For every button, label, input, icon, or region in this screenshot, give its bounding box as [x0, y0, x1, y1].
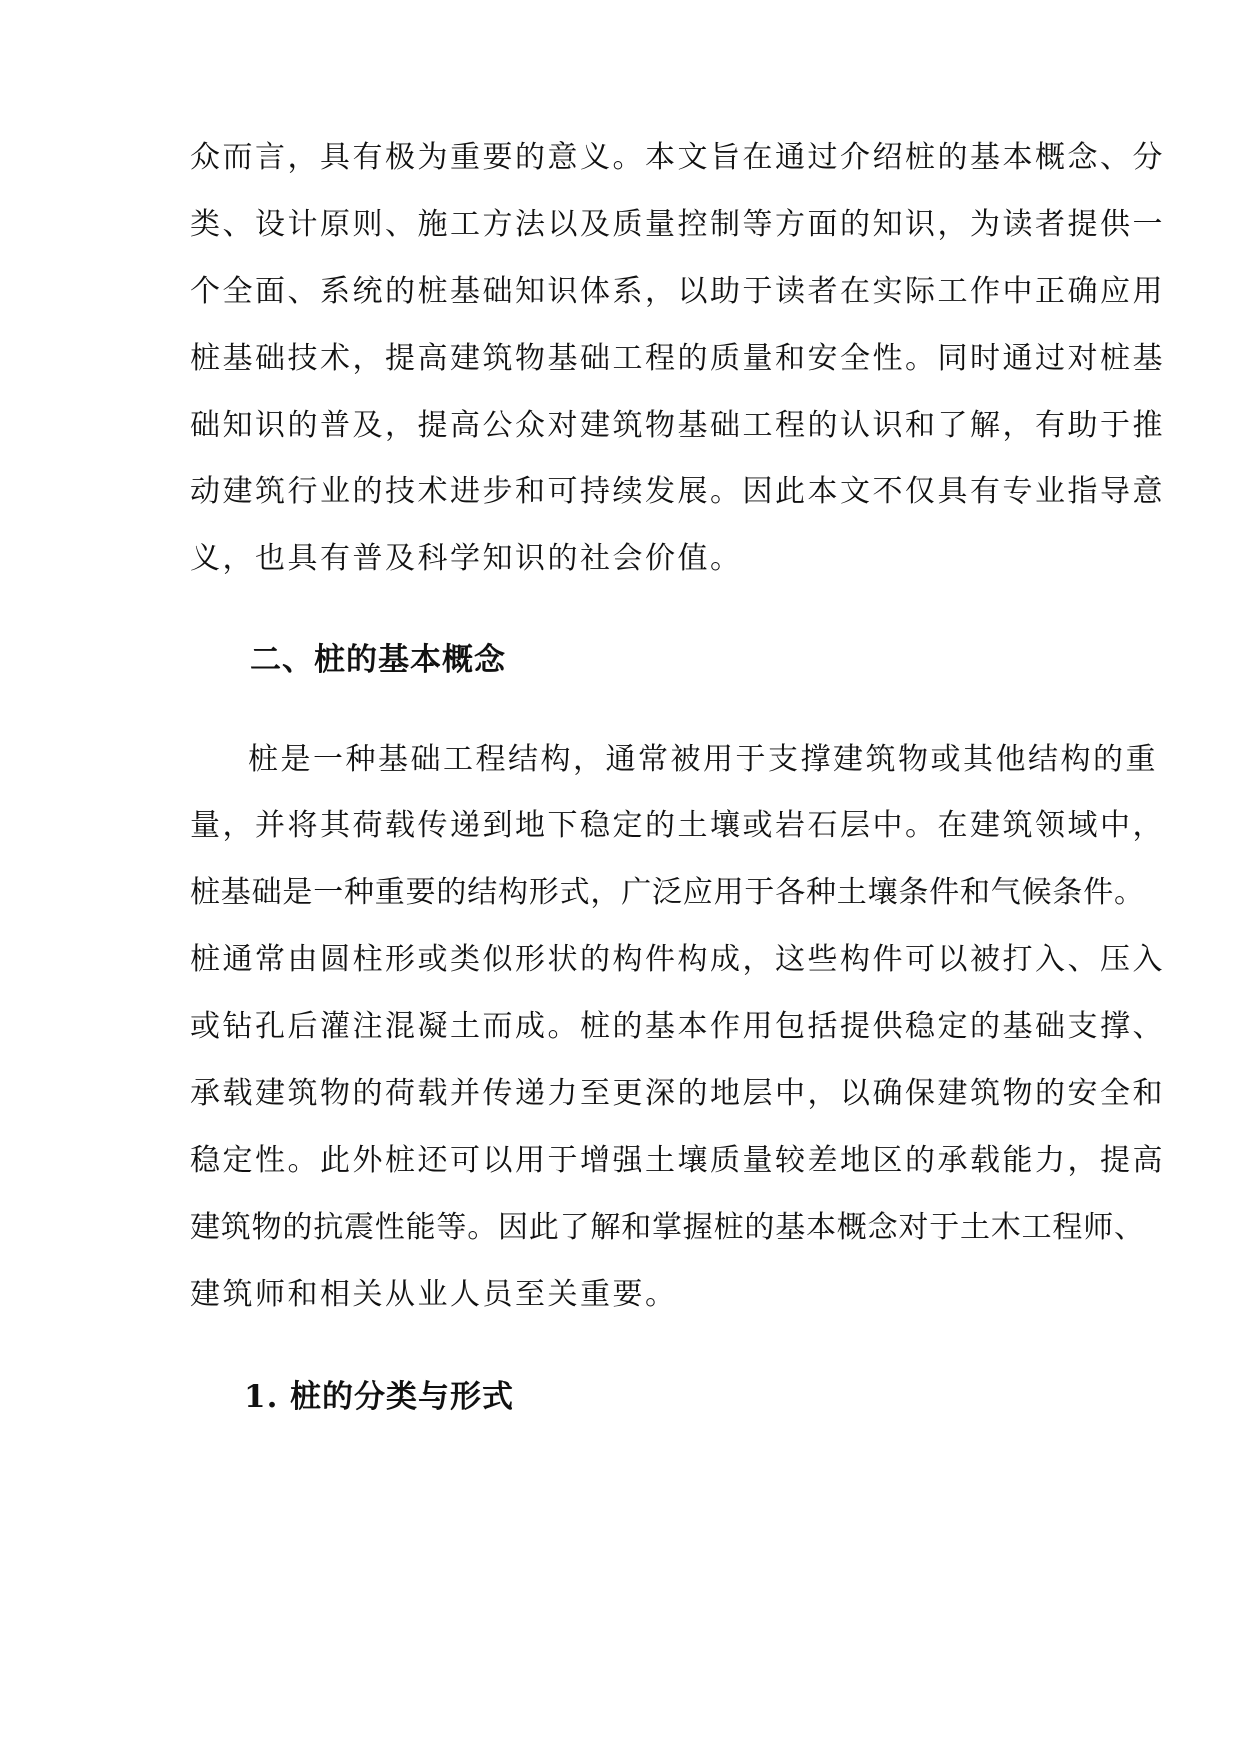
section-line-4: 桩通常由圆柱形或类似形状的构件构成，这些构件可以被打入、压入: [190, 942, 1165, 977]
section-line-3: 桩基础是一种重要的结构形式，广泛应用于各种土壤条件和气候条件。: [190, 875, 1145, 910]
intro-line-7: 义，也具有普及科学知识的社会价值。: [190, 541, 743, 576]
intro-line-1: 众而言，具有极为重要的意义。本文旨在通过介绍桩的基本概念、分: [190, 140, 1165, 175]
intro-line-4: 桩基础技术，提高建筑物基础工程的质量和安全性。同时通过对桩基: [190, 341, 1165, 376]
intro-line-6: 动建筑行业的技术进步和可持续发展。因此本文不仅具有专业指导意: [190, 474, 1165, 509]
section-line-9: 建筑师和相关从业人员至关重要。: [190, 1277, 678, 1312]
intro-line-3: 个全面、系统的桩基础知识体系，以助于读者在实际工作中正确应用: [190, 274, 1165, 309]
section-line-1: 桩是一种基础工程结构，通常被用于支撑建筑物或其他结构的重: [248, 742, 1158, 777]
section-line-6: 承载建筑物的荷载并传递力至更深的地层中，以确保建筑物的安全和: [190, 1076, 1165, 1111]
section-line-5: 或钻孔后灌注混凝土而成。桩的基本作用包括提供稳定的基础支撑、: [190, 1009, 1165, 1044]
subsection-heading: 桩的分类与形式: [290, 1379, 514, 1415]
subsection-number: 1.: [244, 1379, 279, 1415]
section-heading: 二、桩的基本概念: [250, 642, 506, 678]
section-line-2: 量，并将其荷载传递到地下稳定的土壤或岩石层中。在建筑领域中，: [190, 808, 1165, 843]
section-line-7: 稳定性。此外桩还可以用于增强土壤质量较差地区的承载能力，提高: [190, 1143, 1165, 1178]
intro-line-2: 类、设计原则、施工方法以及质量控制等方面的知识，为读者提供一: [190, 207, 1165, 242]
intro-line-5: 础知识的普及，提高公众对建筑物基础工程的认识和了解，有助于推: [190, 408, 1165, 443]
section-line-8: 建筑物的抗震性能等。因此了解和掌握桩的基本概念对于土木工程师、: [190, 1210, 1145, 1245]
